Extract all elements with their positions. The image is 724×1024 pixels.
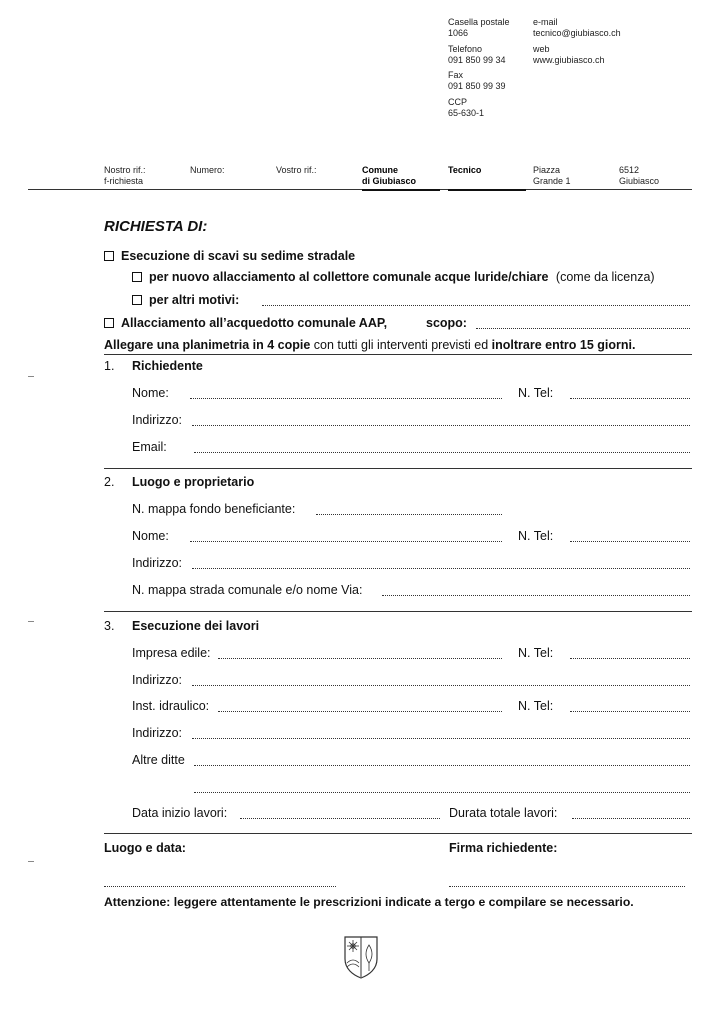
s3-indirizzo1-field[interactable]	[192, 685, 690, 686]
s3-tel2-label: N. Tel:	[518, 699, 554, 713]
rule	[104, 833, 692, 834]
contact-web: web www.giubiasco.ch	[533, 44, 605, 65]
aap-scopo-label: scopo:	[426, 316, 467, 330]
s2-mappa-label: N. mappa fondo beneficiante:	[132, 502, 296, 516]
s1-nome-label: Nome:	[132, 386, 169, 400]
section2-title: Luogo e proprietario	[132, 475, 255, 489]
s3-inizio-label: Data inizio lavori:	[132, 806, 228, 820]
s3-altre-field[interactable]	[194, 765, 690, 766]
s1-nome-field[interactable]	[190, 398, 502, 399]
ref-rule-tecnico	[448, 189, 526, 191]
s2-tel-field[interactable]	[570, 541, 690, 542]
s3-tel1-field[interactable]	[570, 658, 690, 659]
s1-email-field[interactable]	[194, 452, 690, 453]
ref-comune: Comune di Giubiasco	[362, 165, 417, 186]
ref-nostro: Nostro rif.: f-richiesta	[104, 165, 146, 186]
section2-number: 2.	[104, 475, 115, 489]
s3-tel2-field[interactable]	[570, 711, 690, 712]
s2-nome-field[interactable]	[190, 541, 502, 542]
rule	[104, 354, 692, 355]
firma-field[interactable]	[449, 886, 685, 887]
option-aap[interactable]: Allacciamento all’acquedotto comunale AAP,	[104, 316, 387, 331]
checkbox-icon[interactable]	[104, 318, 114, 328]
s2-indirizzo-field[interactable]	[192, 568, 690, 569]
ref-piazza: Piazza Grande 1	[533, 165, 571, 186]
contact-po-box: Casella postale 1066	[448, 17, 510, 38]
fold-mark	[28, 861, 34, 862]
fold-mark	[28, 621, 34, 622]
s1-indirizzo-label: Indirizzo:	[132, 413, 183, 427]
instructions: Allegare una planimetria in 4 copie con tutti gli interventi previsti ed inoltrare entro 15 giorni.	[104, 338, 636, 352]
form-title: RICHIESTA DI:	[104, 218, 208, 235]
luogo-data-label: Luogo e data:	[104, 841, 186, 855]
s1-indirizzo-field[interactable]	[192, 425, 690, 426]
s2-tel-label: N. Tel:	[518, 529, 554, 543]
firma-label: Firma richiedente:	[449, 841, 558, 855]
ref-vostro: Vostro rif.:	[276, 165, 317, 175]
s3-altre-label: Altre ditte	[132, 753, 185, 767]
s3-altre-field-2[interactable]	[194, 792, 690, 793]
option-altri[interactable]: per altri motivi:	[132, 293, 239, 308]
giubiasco-coat-of-arms-icon	[343, 935, 379, 979]
s3-tel1-label: N. Tel:	[518, 646, 554, 660]
contact-email: e-mail tecnico@giubiasco.ch	[533, 17, 621, 38]
s1-email-label: Email:	[132, 440, 167, 454]
ref-tecnico: Tecnico	[448, 165, 482, 175]
s3-durata-label: Durata totale lavori:	[449, 806, 558, 820]
checkbox-icon[interactable]	[132, 295, 142, 305]
s3-indirizzo1-label: Indirizzo:	[132, 673, 183, 687]
checkbox-icon[interactable]	[132, 272, 142, 282]
s2-indirizzo-label: Indirizzo:	[132, 556, 183, 570]
section1-title: Richiedente	[132, 359, 203, 373]
option-allacciamento[interactable]: per nuovo allacciamento al collettore comunale acque luride/chiare (come da licenza)	[132, 270, 655, 285]
s1-tel-field[interactable]	[570, 398, 690, 399]
contact-ccp: CCP 65-630-1	[448, 97, 485, 118]
s3-impresa-label: Impresa edile:	[132, 646, 211, 660]
s3-impresa-field[interactable]	[218, 658, 502, 659]
section1-number: 1.	[104, 359, 115, 373]
ref-rule-comune	[362, 189, 440, 191]
luogo-data-field[interactable]	[104, 886, 336, 887]
s3-idraulico-label: Inst. idraulico:	[132, 699, 210, 713]
contact-phone: Telefono 091 850 99 34	[448, 44, 506, 65]
checkbox-icon[interactable]	[104, 251, 114, 261]
s3-inizio-field[interactable]	[240, 818, 440, 819]
altri-motivi-field[interactable]	[262, 305, 690, 306]
s2-nome-label: Nome:	[132, 529, 169, 543]
section3-title: Esecuzione dei lavori	[132, 619, 260, 633]
ref-cap: 6512 Giubiasco	[619, 165, 660, 186]
s3-idraulico-field[interactable]	[218, 711, 502, 712]
rule	[104, 611, 692, 612]
ref-rule	[28, 189, 692, 190]
contact-fax: Fax 091 850 99 39	[448, 70, 506, 91]
section3-number: 3.	[104, 619, 115, 633]
option-scavi[interactable]: Esecuzione di scavi su sedime stradale	[104, 249, 355, 264]
s2-strada-label: N. mappa strada comunale e/o nome Via:	[132, 583, 363, 597]
s1-tel-label: N. Tel:	[518, 386, 554, 400]
rule	[104, 468, 692, 469]
fold-mark	[28, 376, 34, 377]
ref-numero: Numero:	[190, 165, 225, 175]
s2-strada-field[interactable]	[382, 595, 690, 596]
s3-durata-field[interactable]	[572, 818, 690, 819]
s2-mappa-field[interactable]	[316, 514, 502, 515]
aap-scopo-field[interactable]	[476, 328, 690, 329]
s3-indirizzo2-label: Indirizzo:	[132, 726, 183, 740]
attention-note: Attenzione: leggere attentamente le prescrizioni indicate a tergo e compilare se necessario.	[104, 895, 634, 909]
s3-indirizzo2-field[interactable]	[192, 738, 690, 739]
